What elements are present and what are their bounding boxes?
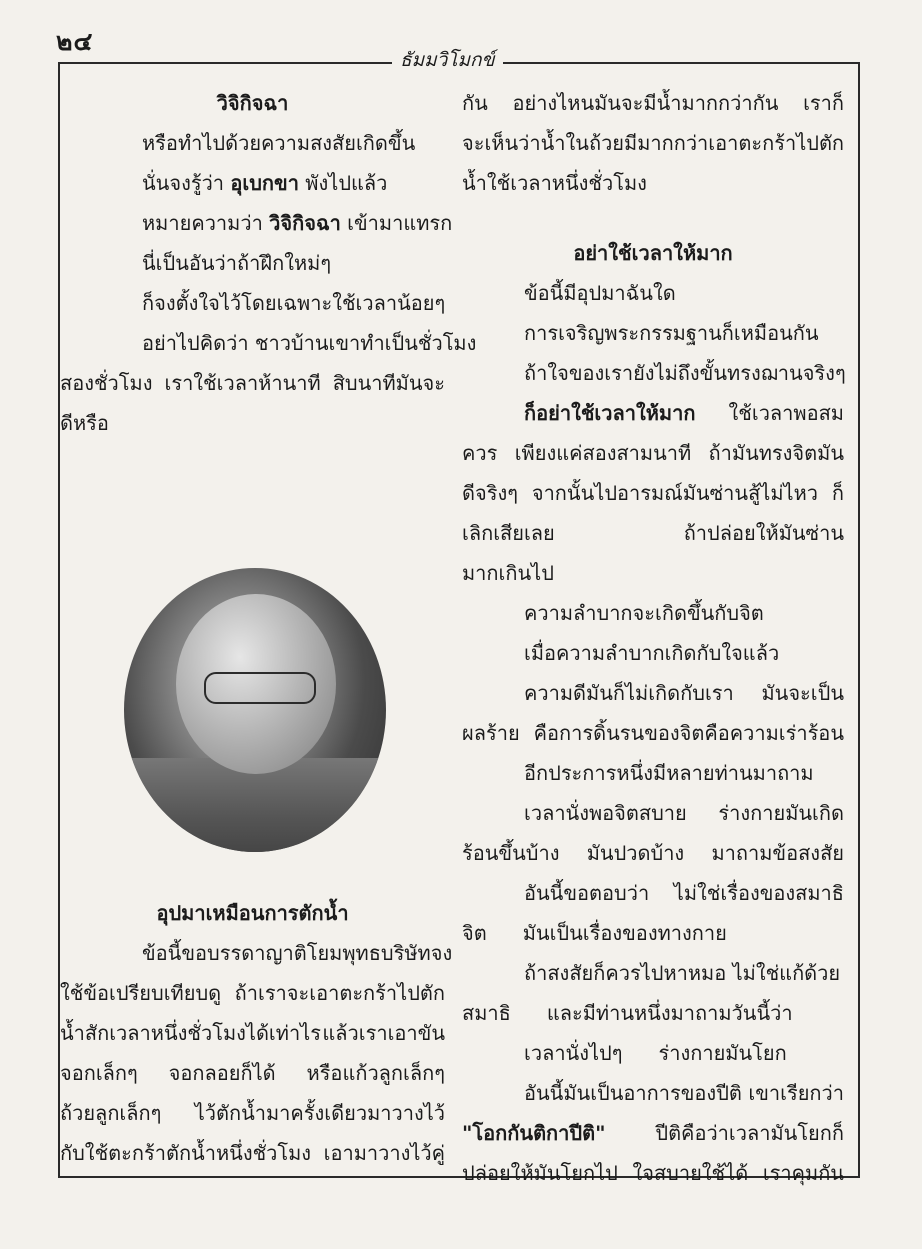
text-line [142, 208, 453, 238]
text-line [142, 168, 445, 198]
text-segment: วิจิกิจฉา [269, 211, 341, 235]
text-segment: สองชั่วโมง [60, 371, 153, 395]
text-segment: ใช้เวลาน้อยๆ [332, 291, 446, 315]
text-segment: ควร [462, 441, 498, 465]
text-line [462, 478, 844, 508]
text-line [524, 398, 844, 428]
text-line [60, 978, 445, 1008]
text-segment: มาถามข้อสงสัย [711, 841, 844, 865]
text-segment: และมีท่านหนึ่งมาถามวันนี้ว่า [546, 1001, 793, 1025]
text-line [524, 758, 844, 788]
text-segment: น้ำใช้เวลาหนึ่งชั่วโมง [462, 171, 647, 195]
text-segment: จะเห็นว่าน้ำในถ้วยมีมากกว่า [462, 131, 709, 155]
text-segment: เพียงแค่สองสามนาที [514, 441, 692, 465]
text-segment: อันนี้ขอตอบว่า [524, 881, 650, 905]
text-line [462, 718, 844, 748]
text-segment: พังไปแล้ว [298, 171, 388, 195]
text-segment: อย่าไปคิดว่า ชาวบ้านเขาทำเป็นชั่วโมง [142, 331, 477, 355]
text-line [462, 918, 844, 948]
text-segment: เราคุมกัน [762, 1161, 844, 1185]
text-segment: มันเป็นเรื่องของทางกาย [522, 921, 727, 945]
text-line [524, 798, 844, 828]
text-line [60, 1058, 445, 1088]
text-line [60, 1018, 445, 1048]
text-segment: เอามาวางไว้คู่ [323, 1141, 445, 1165]
text-line [524, 878, 844, 908]
page-number: ๒๔ [56, 27, 94, 56]
text-segment: "โอกกันติกาปีติ" [462, 1121, 606, 1145]
text-segment: เวลานั่งพอจิตสบาย [524, 801, 687, 825]
text-segment: อุปมาเหมือนการตักน้ำ [156, 901, 349, 925]
text-segment: มันจะเป็น [761, 681, 844, 705]
text-segment: ปล่อยให้มันโยกไป [462, 1161, 618, 1185]
text-segment: หมายความว่า [142, 211, 270, 235]
text-line [524, 278, 844, 308]
text-segment: ใช้เวลาพอสม [728, 401, 844, 425]
text-segment: การเจริญพระกรรมฐานก็เหมือนกัน [524, 321, 819, 345]
text-line [462, 838, 844, 868]
text-line [462, 238, 844, 268]
text-line [142, 248, 445, 278]
text-line [142, 128, 445, 158]
text-segment: ดีจริงๆ [462, 481, 518, 505]
text-line [462, 998, 844, 1028]
text-line [524, 1038, 844, 1068]
text-line [142, 288, 445, 318]
text-segment: ข้อนี้ขอบรรดาญาติโยมพุทธบริษัทจง [142, 941, 453, 965]
text-segment: ถ้าปล่อยให้มันซ่าน [683, 521, 844, 545]
text-segment: ดีหรือ [60, 411, 109, 435]
text-segment: แล้วเราเอาขัน [322, 1021, 445, 1045]
text-line [462, 88, 844, 118]
text-segment: ใจสบายใช้ได้ [632, 1161, 749, 1185]
text-segment: ถ้าใจของเรายังไม่ถึงขั้นทรงฌานจริงๆ [524, 361, 846, 385]
text-line [60, 368, 445, 398]
text-segment: ก็จงตั้งใจไว้โดยเฉพาะ [142, 291, 333, 315]
text-segment: เวลานั่งไปๆ [524, 1041, 623, 1065]
text-line [60, 408, 445, 438]
text-line [462, 1118, 844, 1148]
text-line [524, 678, 844, 708]
text-segment: หรือแก้วลูกเล็กๆ [306, 1061, 445, 1085]
text-segment: ร้อนขึ้นบ้าง [462, 841, 560, 865]
text-segment: ถ้าสงสัยก็ควรไปหาหมอ ไม่ใช่แก้ด้วย [524, 961, 841, 985]
text-segment: มากเกินไป [462, 561, 554, 585]
text-segment: เลิกเสียเลย [462, 521, 555, 545]
text-segment: เข้ามาแทรก [340, 211, 453, 235]
text-segment: จิต [462, 921, 487, 945]
text-segment: เราก็ [803, 91, 844, 115]
text-segment: นี่เป็นอันว่าถ้าฝึกใหม่ๆ [142, 251, 332, 275]
text-segment: หรือทำไปด้วยความสงสัยเกิดขึ้น [142, 131, 416, 155]
text-segment: สิบนาทีมันจะ [332, 371, 445, 395]
text-line [142, 938, 453, 968]
glasses-shape [204, 672, 316, 704]
text-segment: ข้อนี้มีอุปมาฉันใด [524, 281, 676, 305]
text-line [462, 438, 844, 468]
text-line [60, 88, 445, 118]
text-segment: จอกเล็กๆ [60, 1061, 138, 1085]
text-segment: กัน [462, 91, 488, 115]
text-line [60, 898, 445, 928]
text-line [524, 318, 844, 348]
text-line [524, 958, 844, 988]
text-segment: ผลร้าย [462, 721, 520, 745]
text-line [462, 168, 844, 198]
text-segment: เอาตะกร้าไปตัก [708, 131, 845, 155]
text-segment: กับใช้ตะกร้าตักน้ำหนึ่งชั่วโมง [60, 1141, 312, 1165]
text-segment: ก็ [831, 481, 844, 505]
text-segment: สมาธิ [462, 1001, 511, 1025]
text-segment: ความลำบากจะเกิดขึ้นกับจิต [524, 601, 764, 625]
text-segment: วิจิกิจฉา [216, 91, 289, 115]
running-header: ธัมมวิโมกข์ [392, 45, 503, 75]
text-segment: เมื่อความลำบากเกิดกับใจแล้ว [524, 641, 780, 665]
text-segment: จอกลอยก็ได้ [168, 1061, 276, 1085]
text-line [60, 1098, 445, 1128]
text-line [462, 518, 844, 548]
text-segment: เราใช้เวลาห้านาที [164, 371, 321, 395]
text-segment: ความดีมันก็ไม่เกิดกับเรา [524, 681, 734, 705]
text-segment: นั่นจงรู้ว่า [142, 171, 231, 195]
text-line [524, 638, 844, 668]
text-segment: ถ้าเราจะเอาตะกร้าไปตัก [234, 981, 445, 1005]
text-segment: ก็อย่าใช้เวลาให้มาก [524, 401, 696, 425]
text-segment: ถ้ามันทรงจิตมัน [708, 441, 844, 465]
text-line [462, 1158, 844, 1188]
text-segment: น้ำสักเวลาหนึ่งชั่วโมงได้เท่าไร [60, 1021, 321, 1045]
text-segment: ใช้ข้อเปรียบเทียบดู [60, 981, 222, 1005]
text-segment: เขาเรียกว่า [748, 1081, 844, 1105]
text-segment: คือการดิ้นรนของจิตคือความเร่าร้อน [533, 721, 844, 745]
text-line [524, 598, 844, 628]
text-line [60, 1138, 445, 1168]
text-segment: อันนี้มันเป็นอาการของปีติ [524, 1081, 742, 1105]
text-segment: ปีติคือว่าเวลามันโยกก็ [655, 1121, 844, 1145]
text-segment: จากนั้นไปอารมณ์มันซ่านสู้ไม่ไหว [531, 481, 818, 505]
text-segment: ร่างกายมันเกิด [718, 801, 844, 825]
text-segment: ร่างกายมันโยก [658, 1041, 787, 1065]
monk-portrait-photo [124, 568, 386, 852]
text-segment: อุเบกขา [230, 171, 299, 195]
text-line [142, 328, 477, 358]
text-segment: อีกประการหนึ่งมีหลายท่านมาถาม [524, 761, 814, 785]
text-line [462, 128, 844, 158]
text-segment: ไว้ตักน้ำมาครั้งเดียวมาวางไว้ [194, 1101, 445, 1125]
text-line [524, 1078, 844, 1108]
text-segment: ไม่ใช่เรื่องของสมาธิ [673, 881, 844, 905]
text-segment: ถ้วยลูกเล็กๆ [60, 1101, 162, 1125]
text-line [524, 358, 844, 388]
text-segment: อย่าใช้เวลาให้มาก [573, 241, 733, 265]
text-segment: มันปวดบ้าง [586, 841, 685, 865]
text-segment: อย่างไหนมันจะมีน้ำมากกว่ากัน [512, 91, 779, 115]
text-line [462, 558, 844, 588]
